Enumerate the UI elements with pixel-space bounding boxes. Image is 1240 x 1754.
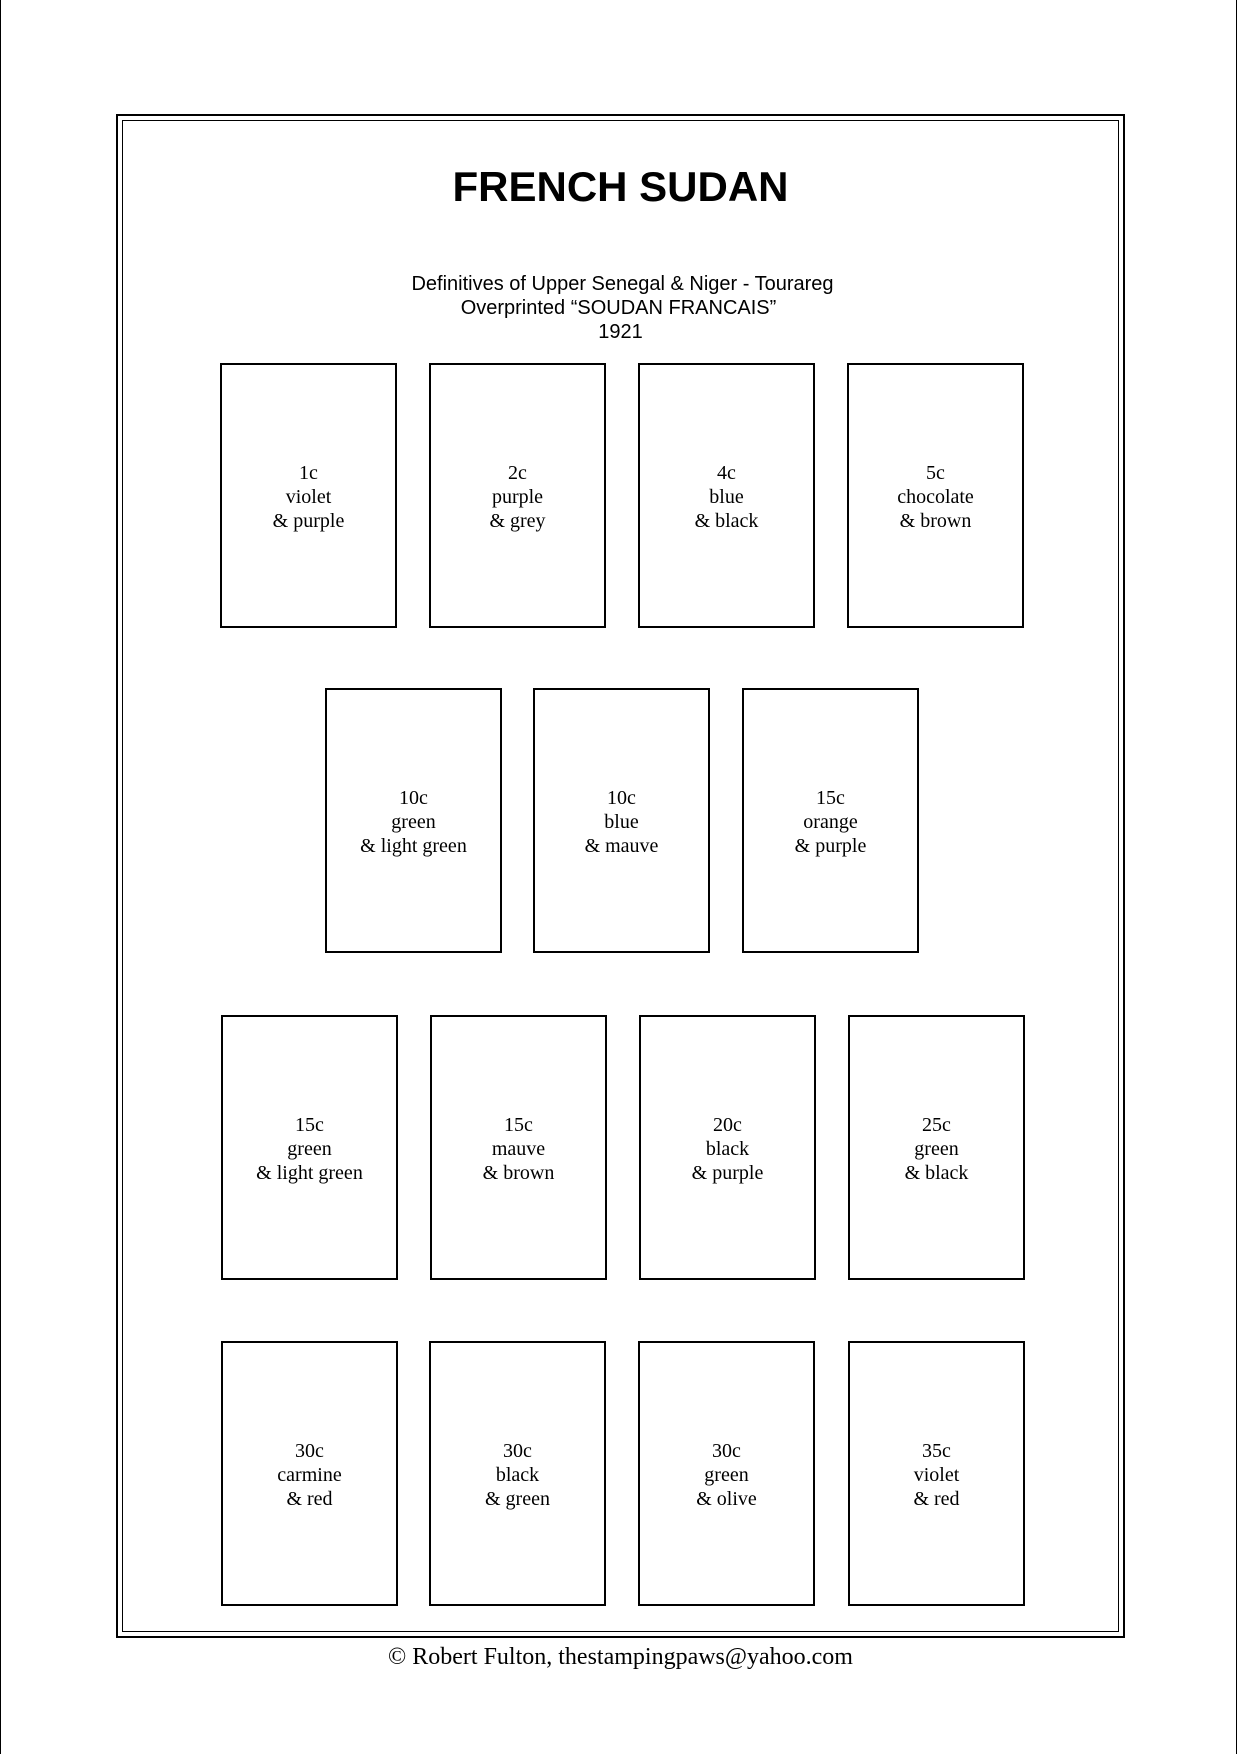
stamp-label (641, 1113, 814, 1185)
page-title: FRENCH SUDAN (452, 163, 789, 210)
stamp-color-secondary: & brown (899, 510, 972, 532)
stamp-label (327, 786, 500, 858)
stamp-color-secondary: & light green (360, 835, 467, 857)
stamp-color: green (704, 1464, 749, 1486)
subtitle-year: 1921 (598, 321, 643, 343)
stamp-color: green (391, 811, 436, 833)
stamp-space (430, 1015, 607, 1280)
stamp-value: 5c (926, 462, 945, 484)
stamp-color: violet (285, 486, 332, 508)
stamp-label (850, 1113, 1023, 1185)
stamp-space (221, 1015, 398, 1280)
stamp-color: blue (604, 811, 639, 833)
stamp-color-secondary: & purple (794, 835, 867, 857)
stamp-label (223, 1439, 396, 1511)
stamp-label (535, 786, 708, 858)
stamp-space (848, 1341, 1025, 1606)
stamp-color-secondary: & light green (256, 1162, 363, 1184)
stamp-value: 15c (816, 787, 845, 809)
stamp-color: black (495, 1464, 540, 1486)
stamp-value: 30c (712, 1440, 741, 1462)
stamp-value: 15c (504, 1114, 533, 1136)
stamp-color-secondary: & green (485, 1488, 550, 1510)
stamp-color-secondary: & red (286, 1488, 333, 1510)
stamp-value: 15c (295, 1114, 324, 1136)
stamp-color-secondary: & mauve (584, 835, 659, 857)
stamp-value: 10c (607, 787, 636, 809)
stamp-color: carmine (277, 1464, 342, 1486)
stamp-label (640, 1439, 813, 1511)
stamp-color: green (914, 1138, 959, 1160)
stamp-value: 35c (922, 1440, 951, 1462)
stamp-space (325, 688, 502, 953)
stamp-space (533, 688, 710, 953)
stamp-color-secondary: & olive (696, 1488, 757, 1510)
stamp-color-secondary: & black (694, 510, 759, 532)
stamp-color-secondary: & red (913, 1488, 960, 1510)
stamp-color: black (705, 1138, 750, 1160)
stamp-color: purple (491, 486, 544, 508)
page-edge-left (0, 0, 1, 1754)
stamp-color: blue (709, 486, 744, 508)
stamp-space (221, 1341, 398, 1606)
stamp-space (429, 1341, 606, 1606)
stamp-color-secondary: & grey (489, 510, 546, 532)
stamp-value: 30c (503, 1440, 532, 1462)
stamp-value: 10c (399, 787, 428, 809)
stamp-label (850, 1439, 1023, 1511)
stamp-value: 4c (717, 462, 736, 484)
copyright-footer: © Robert Fulton, thestampingpaws@yahoo.com (388, 1644, 853, 1670)
stamp-color-secondary: & purple (272, 510, 345, 532)
stamp-value: 1c (299, 462, 318, 484)
stamp-space (639, 1015, 816, 1280)
stamp-label (222, 461, 395, 533)
stamp-color: violet (913, 1464, 960, 1486)
stamp-space (638, 363, 815, 628)
stamp-space (638, 1341, 815, 1606)
stamp-value: 25c (922, 1114, 951, 1136)
stamp-color-secondary: & purple (691, 1162, 764, 1184)
stamp-label (432, 1113, 605, 1185)
page-edge-right (1236, 0, 1237, 1754)
stamp-value: 30c (295, 1440, 324, 1462)
stamp-color: mauve (491, 1138, 546, 1160)
stamp-label (431, 461, 604, 533)
stamp-color: chocolate (897, 486, 974, 508)
stamp-color: green (287, 1138, 332, 1160)
stamp-color-secondary: & black (904, 1162, 969, 1184)
stamp-space (220, 363, 397, 628)
stamp-label (431, 1439, 604, 1511)
stamp-label (223, 1113, 396, 1185)
stamp-label (640, 461, 813, 533)
stamp-color: orange (803, 811, 858, 833)
stamp-space (848, 1015, 1025, 1280)
subtitle-line-1: Definitives of Upper Senegal & Niger - Tourareg (411, 273, 834, 295)
stamp-value: 20c (713, 1114, 742, 1136)
stamp-label (744, 786, 917, 858)
stamp-space (847, 363, 1024, 628)
stamp-label (849, 461, 1022, 533)
stamp-space (429, 363, 606, 628)
subtitle-line-2: Overprinted “SOUDAN FRANCAIS” (460, 297, 777, 319)
stamp-space (742, 688, 919, 953)
stamp-value: 2c (508, 462, 527, 484)
stamp-color-secondary: & brown (482, 1162, 555, 1184)
